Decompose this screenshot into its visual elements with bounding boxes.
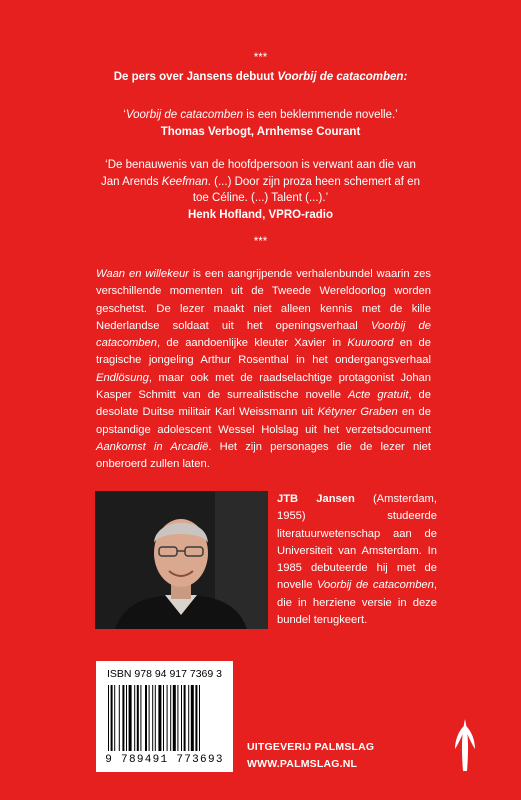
author-name: JTB Jansen <box>277 493 355 505</box>
barcode-bar <box>149 685 150 751</box>
barcode-bar <box>145 685 147 751</box>
press-quote-1: ‘Voorbij de catacomben is een beklemmende novelle.’ <box>123 109 398 121</box>
quote-1-text: is een beklemmende novelle.’ <box>243 109 398 121</box>
blurb-text-7: . Het zijn personages die de lezer niet onberoerd zullen laten. <box>96 440 431 471</box>
barcode-bar <box>191 685 194 751</box>
blurb-text-3: en de tragische jongeling Arthur Rosenthal in het ondergangsverhaal <box>96 337 431 367</box>
quote-2-line-1: ‘De benauwenis van de hoofdpersoon is verwant aan die van <box>105 159 416 171</box>
book-blurb <box>96 266 431 474</box>
bio-text-2: , die in herziene versie in deze bundel terugkeert. <box>277 579 437 627</box>
barcode-bar <box>152 685 153 751</box>
quote-2-line-2 <box>0 174 521 190</box>
press-heading <box>0 69 521 85</box>
barcode-bar <box>140 685 141 751</box>
separator-stars-middle: *** <box>253 236 268 248</box>
barcode-bar <box>122 685 124 751</box>
blurb-title-1: Waan en willekeur <box>96 268 189 280</box>
blurb-text-6: en de opstandige adolescent Wessel Holslag uit het verzetsdocument <box>96 406 431 436</box>
publisher-url: WWW.PALMSLAG.NL <box>247 758 358 770</box>
blurb-text-1: is een aangrijpende verhalenbundel waarin zes verschillende momenten uit de Tweede Wereldoorlog worden geschetst. De lezer maakt niet alleen kennis met de kille Nederlandse soldaat uit het openingsverhaal <box>96 268 431 332</box>
barcode-bar <box>188 685 189 751</box>
barcode-bar <box>134 685 135 751</box>
barcode-bar <box>184 685 186 751</box>
barcode-bar <box>111 685 113 751</box>
quote-2-line-2-post: . (...) Door zijn proza heen schemert af en <box>207 176 420 188</box>
bio-text-1: (Amsterdam, 1955) studeerde literatuurwetenschap aan de Universiteit van Amsterdam. In 1985 debuteerde hij met de novelle <box>277 493 437 592</box>
quote-1-title: Voorbij de catacomben <box>125 109 244 121</box>
barcode-bar <box>181 685 182 751</box>
barcode-bar <box>108 685 109 751</box>
press-heading-text: De pers over Jansens debuut <box>113 71 278 83</box>
blurb-text-2: , de aandoenlijke kleuter Xavier in <box>156 337 348 350</box>
blurb-title-5: Acte gratuit <box>348 389 409 402</box>
barcode-bar <box>158 685 161 751</box>
barcode-bar <box>126 685 127 751</box>
press-heading-title: Voorbij de catacomben: <box>277 71 408 83</box>
blurb-title-4: Endlösung <box>96 371 149 384</box>
bio-book-title: Voorbij de catacomben <box>317 579 434 592</box>
author-portrait-illustration <box>95 491 268 629</box>
blurb-text-5: , de desolate Duitse militair Karl Weissmann uit <box>96 389 431 419</box>
barcode-bar <box>137 685 139 751</box>
barcode-bar <box>155 685 156 751</box>
barcode-bar <box>177 685 178 751</box>
blurb-title-7: Aankomst in Arcadië <box>96 440 209 453</box>
author-photo <box>95 491 268 629</box>
quote-2-source: Henk Hofland, VPRO-radio <box>187 209 334 221</box>
quote-2-line-2-pre: Jan Arends <box>101 176 162 188</box>
blurb-title-6: Kétyner Graben <box>317 406 398 419</box>
author-bio <box>277 491 437 629</box>
isbn-label: ISBN 978 94 917 7369 3 <box>106 668 222 680</box>
blurb-title-3: Kuuroord <box>347 337 394 350</box>
barcode-bar <box>195 685 197 751</box>
palm-logo-icon <box>452 717 478 773</box>
barcode-number: 9 789491 773693 <box>105 754 224 766</box>
quote-2-line-2-title: Keefman <box>161 176 208 188</box>
barcode-bar <box>114 685 115 751</box>
barcode-bar <box>129 685 132 751</box>
barcode-bar <box>199 685 200 751</box>
blurb-title-2: Voorbij de catacomben <box>96 319 431 350</box>
separator-stars-top: *** <box>253 52 268 64</box>
barcode-bar <box>170 685 171 751</box>
isbn-barcode-box <box>96 661 233 772</box>
barcode-bar <box>173 685 176 751</box>
quote-2-line-3: toe Céline. (...) Talent (...).’ <box>192 192 329 204</box>
quote-1-source: Thomas Verbogt, Arnhemse Courant <box>160 126 361 138</box>
barcode-bar <box>119 685 120 751</box>
barcode-bar <box>167 685 168 751</box>
blurb-text-4: , maar ook met de raadselachtige protagonist Johan Kasper Schmitt van de surrealistische novelle <box>96 371 431 402</box>
barcode-bar <box>163 685 164 751</box>
publisher-name: UITGEVERIJ PALMSLAG <box>247 741 375 753</box>
barcode-graphic <box>106 685 223 751</box>
